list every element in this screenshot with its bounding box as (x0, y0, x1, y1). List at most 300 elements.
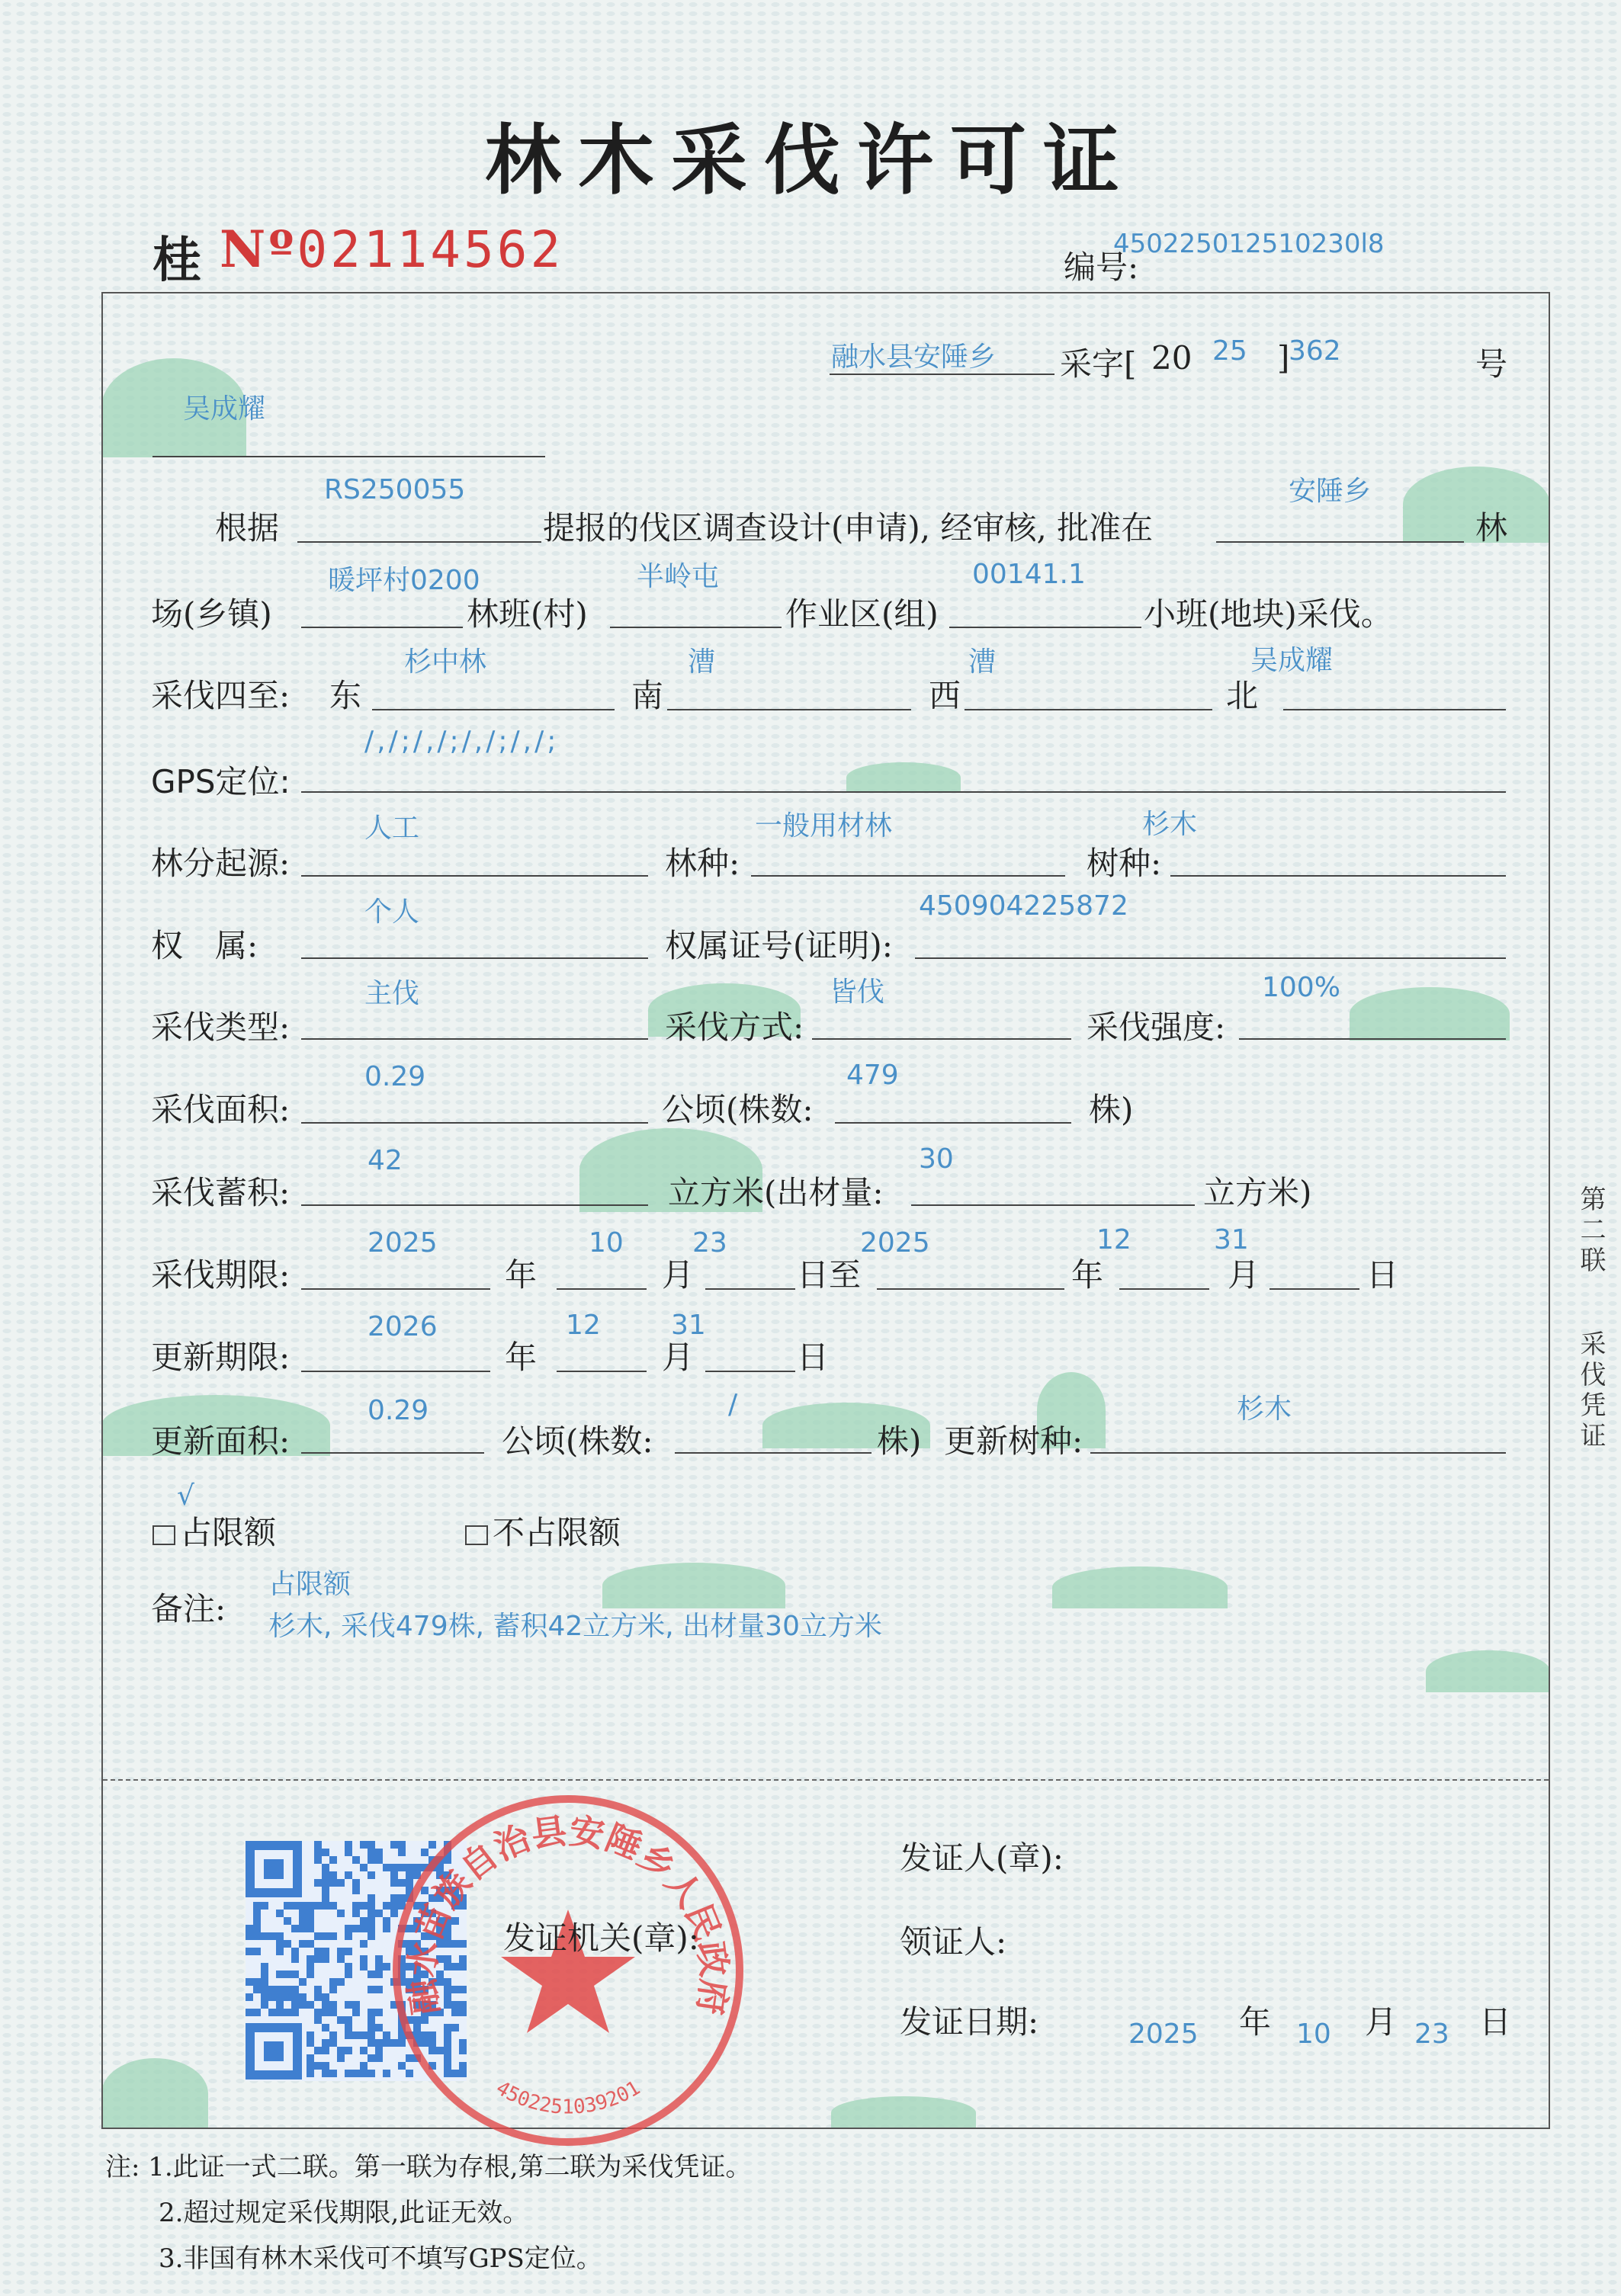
period-day-to: 日至 (797, 1256, 862, 1294)
qr-module (291, 1955, 299, 1963)
issue-date-label: 发证日期: (900, 2003, 1039, 2041)
cutting-method-label: 采伐方式: (665, 1009, 804, 1046)
qr-module (352, 1856, 360, 1864)
qr-module (276, 1948, 284, 1955)
qr-module (307, 2062, 314, 2070)
qr-module (314, 1955, 322, 1963)
qr-module (337, 1955, 345, 1963)
serial-value: 02114562 (297, 220, 564, 279)
south-label: 南 (631, 677, 664, 714)
remarks-line-1: 占限额 (268, 1569, 351, 1600)
qr-module (253, 2009, 261, 2016)
qr-module (322, 1932, 329, 1940)
receiver-label: 领证人: (900, 1923, 1007, 1961)
qr-module (345, 2047, 352, 2054)
qr-module (352, 1879, 360, 1887)
qr-module (329, 1879, 337, 1887)
species-value: 杉木 (1142, 809, 1198, 840)
qr-module (307, 1910, 314, 1917)
qr-module (368, 1841, 375, 1849)
ownership-value: 个人 (364, 896, 420, 928)
qr-module (360, 1917, 368, 1925)
qr-module (368, 2024, 375, 2031)
renew-area-unit: 公顷(株数: (502, 1422, 653, 1460)
zone-value: 半岭屯 (637, 561, 720, 592)
qr-module (284, 2009, 291, 2016)
qr-module (314, 2062, 322, 2070)
footnote-2: 2.超过规定采伐期限,此证无效。 (159, 2198, 529, 2228)
qr-module (345, 2024, 352, 2031)
qr-module (314, 1932, 322, 1940)
qr-module (368, 1871, 375, 1879)
qr-module (314, 2047, 322, 2054)
issuer-short: 融水县安陲乡 (831, 342, 997, 373)
qr-module (337, 1948, 345, 1955)
volume-out: 30 (919, 1143, 954, 1175)
qr-module (291, 1948, 299, 1955)
file-number: 362 (1289, 335, 1341, 367)
tear-line (103, 1779, 1549, 1781)
qr-module (375, 2047, 383, 2054)
qr-module (261, 1963, 268, 1971)
qr-module (360, 1955, 368, 1963)
qr-module (368, 2039, 375, 2047)
east-label: 东 (329, 677, 362, 714)
area-unit: 公顷(株数: (662, 1091, 814, 1128)
village-value: 暖坪村0200 (328, 565, 480, 596)
cutting-intensity-value: 100% (1262, 972, 1340, 1003)
cutting-type-label: 采伐类型: (151, 1009, 290, 1046)
renew-period-label: 更新期限: (151, 1339, 290, 1376)
issuing-authority-label: 发证机关(章): (503, 1919, 699, 1957)
file-year-suffix: 25 (1212, 335, 1247, 367)
qr-module (368, 1925, 375, 1932)
quota-in-checkbox[interactable] (152, 1525, 175, 1545)
qr-module (307, 2054, 314, 2062)
qr-module (276, 1986, 284, 1993)
renew-month: 12 (566, 1310, 601, 1341)
qr-module (291, 1971, 299, 1978)
period-year-2: 年 (1071, 1256, 1104, 1294)
design-number: RS250055 (324, 474, 466, 505)
number-mark: Nº (220, 220, 297, 279)
qr-module (345, 1971, 352, 1978)
qr-module (322, 1993, 329, 2001)
origin-label: 林分起源: (151, 845, 290, 882)
qr-module (299, 1910, 307, 1917)
quota-out-checkbox[interactable] (465, 1525, 488, 1545)
qr-module (360, 1902, 368, 1910)
qr-module (322, 2001, 329, 2009)
qr-module (276, 1910, 284, 1917)
period-month-2: 月 (1228, 1256, 1260, 1294)
qr-module (307, 2070, 314, 2077)
qr-module (322, 2070, 329, 2077)
qr-module (368, 2016, 375, 2024)
document-title: 林木采伐许可证 (485, 115, 1136, 205)
species-label: 树种: (1087, 845, 1162, 882)
qr-module (375, 1971, 383, 1978)
qr-module (268, 1993, 276, 2001)
period-year-1: 年 (505, 1256, 538, 1294)
cutting-method-value: 皆伐 (830, 976, 885, 1008)
qr-module (322, 1955, 329, 1963)
qr-module (314, 1849, 322, 1856)
renew-day: 31 (671, 1310, 706, 1341)
qr-module (360, 1841, 368, 1849)
qr-module (368, 2009, 375, 2016)
qr-module (345, 2031, 352, 2039)
qr-module (314, 1879, 322, 1887)
quota-in-label: 占限额 (180, 1514, 277, 1551)
renew-month-label: 月 (662, 1339, 695, 1376)
qr-module (329, 2070, 337, 2077)
township-label: 场(乡镇) (151, 595, 272, 633)
ownership-cert-value: 450904225872 (919, 890, 1128, 922)
qr-module (253, 1978, 261, 1986)
qr-module (368, 1849, 375, 1856)
qr-module (299, 1993, 307, 2001)
qr-module (345, 1925, 352, 1932)
qr-module (368, 2031, 375, 2039)
qr-module (360, 2031, 368, 2039)
qr-module (307, 2039, 314, 2047)
area-value: 0.29 (364, 1061, 426, 1092)
volume-unit: 立方米(出材量: (668, 1174, 884, 1211)
qr-module (276, 1993, 284, 2001)
qr-module (307, 2001, 314, 2009)
qr-module (345, 2001, 352, 2009)
remarks-label: 备注: (151, 1590, 226, 1627)
qr-module (314, 2016, 322, 2024)
forest-farm: 安陲乡 (1289, 476, 1372, 507)
qr-module (322, 1864, 329, 1871)
renew-year: 2026 (368, 1311, 438, 1342)
qr-module (284, 1993, 291, 2001)
qr-module (329, 1986, 337, 1993)
qr-module (337, 1978, 345, 1986)
qr-module (368, 1894, 375, 1902)
file-year-prefix: 20 (1151, 339, 1192, 377)
issue-month: 10 (1296, 2019, 1331, 2050)
qr-module (253, 1910, 261, 1917)
file-label: 采字[ (1060, 345, 1137, 383)
quota-out-label: 不占限额 (493, 1514, 621, 1551)
qr-module (276, 1940, 284, 1948)
forest-type-label: 林种: (665, 845, 740, 882)
qr-module (322, 1871, 329, 1879)
period-label: 采伐期限: (151, 1256, 290, 1294)
qr-module (291, 1902, 299, 1910)
quota-out-option[interactable] (465, 1508, 621, 1554)
qr-module (307, 1925, 314, 1932)
copy-number: 第二联 (1575, 1185, 1606, 1277)
qr-module (299, 1925, 307, 1932)
qr-module (368, 1910, 375, 1917)
qr-module (345, 1948, 352, 1955)
period-end-year: 2025 (860, 1227, 930, 1259)
plot-value: 00141.1 (972, 559, 1086, 590)
qr-module (345, 2070, 352, 2077)
qr-module (360, 1940, 368, 1948)
qr-module (352, 2009, 360, 2016)
qr-module (375, 1963, 383, 1971)
qr-module (337, 1879, 345, 1887)
qr-module (329, 1902, 337, 1910)
origin-value: 人工 (364, 813, 420, 844)
svg-text:4502251039201 (492, 2076, 644, 2118)
file-suffix: 号 (1475, 345, 1508, 383)
qr-module (337, 1910, 345, 1917)
qr-module (329, 1856, 337, 1864)
east-value: 杉中林 (404, 646, 487, 678)
period-start-month: 10 (589, 1227, 624, 1259)
qr-module (375, 1955, 383, 1963)
qr-module (299, 2001, 307, 2009)
area-count-unit: 株) (1089, 1091, 1134, 1128)
qr-module (329, 1932, 337, 1940)
qr-module (360, 1963, 368, 1971)
renew-area-count-unit: 株) (877, 1422, 922, 1460)
qr-module (276, 2001, 284, 2009)
qr-module (360, 2070, 368, 2077)
qr-module (329, 1978, 337, 1986)
basis-text: 提报的伐区调查设计(申请), 经审核, 批准在 (543, 509, 1154, 547)
qr-module (284, 1971, 291, 1978)
qr-module (360, 1864, 368, 1871)
west-value: 漕 (968, 646, 997, 678)
issue-month-label: 月 (1365, 2003, 1398, 2041)
quota-check-mark: √ (177, 1480, 194, 1512)
period-end-day: 31 (1214, 1224, 1249, 1255)
qr-module (368, 1917, 375, 1925)
forest-class-label: 林班(村) (467, 595, 588, 633)
area-count: 479 (846, 1060, 899, 1091)
qr-module (314, 1856, 322, 1864)
west-label: 西 (929, 677, 961, 714)
renew-species-value: 杉木 (1237, 1393, 1292, 1425)
qr-module (375, 2039, 383, 2047)
qr-module (352, 2070, 360, 2077)
qr-module (314, 1993, 322, 2001)
file-bracket: ] (1277, 339, 1290, 377)
qr-module (299, 1940, 307, 1948)
qr-module (368, 1986, 375, 1993)
qr-module (261, 1971, 268, 1978)
footnote-3: 3.非国有林木采伐可不填写GPS定位。 (159, 2243, 602, 2274)
qr-module (268, 2009, 276, 2016)
cutting-type-value: 主伐 (364, 978, 420, 1009)
qr-module (261, 1986, 268, 1993)
period-start-day: 23 (692, 1227, 727, 1259)
qr-module (375, 1910, 383, 1917)
qr-module (253, 1902, 261, 1910)
qr-module (291, 2009, 299, 2016)
qr-module (368, 2054, 375, 2062)
qr-module (352, 1887, 360, 1894)
renew-area-label: 更新面积: (151, 1422, 290, 1460)
applicant-name: 吴成耀 (183, 393, 266, 425)
qr-module (253, 1986, 261, 1993)
qr-module (375, 1856, 383, 1864)
renew-species-label: 更新树种: (944, 1422, 1083, 1460)
quota-in-option[interactable] (152, 1508, 276, 1554)
qr-module (246, 1978, 253, 1986)
qr-module (246, 2009, 253, 2016)
qr-module (314, 1986, 322, 1993)
qr-module (246, 1993, 253, 2001)
qr-module (322, 1879, 329, 1887)
qr-module (352, 1902, 360, 1910)
official-seal (385, 1788, 751, 2153)
qr-module (314, 1948, 322, 1955)
qr-module (284, 1940, 291, 1948)
qr-module (322, 1849, 329, 1856)
basis-label: 根据 (215, 509, 280, 547)
zone-label: 作业区(组) (785, 595, 939, 633)
code-label: 编号: (1064, 249, 1139, 286)
seal-text: 融水苗族自治县安陲乡人民政府 (400, 1810, 736, 2018)
qr-module (261, 1932, 268, 1940)
qr-module (291, 2001, 299, 2009)
qr-module (299, 1917, 307, 1925)
qr-module (246, 1932, 253, 1940)
qr-module (352, 1925, 360, 1932)
qr-module (268, 1932, 276, 1940)
footnote-1: 注: 1.此证一式二联。第一联为存根,第二联为采伐凭证。 (105, 2152, 752, 2182)
bounds-label: 采伐四至: (151, 677, 290, 714)
qr-module (368, 1932, 375, 1940)
qr-module (322, 1902, 329, 1910)
seal-code: 4502251039201 (492, 2076, 644, 2119)
qr-module (345, 2016, 352, 2024)
qr-module (284, 1902, 291, 1910)
qr-module (314, 1902, 322, 1910)
south-value: 漕 (688, 646, 716, 678)
qr-module (314, 2009, 322, 2016)
qr-module (291, 1986, 299, 1993)
north-label: 北 (1226, 677, 1259, 714)
qr-module (291, 1925, 299, 1932)
qr-module (368, 1856, 375, 1864)
qr-module (284, 1917, 291, 1925)
qr-module (307, 1955, 314, 1963)
qr-module (345, 1963, 352, 1971)
qr-module (329, 2009, 337, 2016)
qr-module (352, 2031, 360, 2039)
qr-module (345, 1841, 352, 1849)
serial-number (220, 220, 563, 279)
qr-module (276, 2009, 284, 2016)
qr-module (337, 2016, 345, 2024)
period-month-1: 月 (662, 1256, 695, 1294)
qr-module (246, 1925, 253, 1932)
ownership-cert-label: 权属证号(证明): (665, 927, 893, 964)
code-value: 450225012510230l8 (1113, 229, 1385, 259)
qr-module (329, 2039, 337, 2047)
qr-module (314, 1841, 322, 1849)
qr-module (253, 1917, 261, 1925)
qr-module (307, 1917, 314, 1925)
qr-module (360, 2047, 368, 2054)
qr-module (337, 2047, 345, 2054)
qr-module (284, 1986, 291, 1993)
qr-module (322, 1894, 329, 1902)
renew-area-value: 0.29 (368, 1395, 429, 1426)
forest-type-value: 一般用材林 (755, 810, 893, 842)
period-end-month: 12 (1096, 1224, 1131, 1255)
issue-day-label: 日 (1479, 2003, 1512, 2041)
qr-module (352, 1910, 360, 1917)
qr-module (368, 1902, 375, 1910)
renew-year-label: 年 (505, 1339, 538, 1376)
qr-module (261, 1993, 268, 2001)
qr-module (345, 1849, 352, 1856)
qr-module (322, 2062, 329, 2070)
north-value: 吴成耀 (1250, 645, 1334, 676)
qr-module (268, 1986, 276, 1993)
gps-label: GPS定位: (151, 763, 290, 800)
qr-module (246, 1948, 253, 1955)
qr-module (322, 1948, 329, 1955)
qr-module (375, 2054, 383, 2062)
copy-purpose: 采伐凭证 (1575, 1330, 1606, 1452)
qr-module (322, 2039, 329, 2047)
gps-value: /,/;/,/;/,/;/,/; (364, 726, 560, 757)
qr-module (329, 2001, 337, 2009)
ownership-label: 权 属: (151, 927, 258, 964)
qr-module (253, 1925, 261, 1932)
qr-module (322, 2009, 329, 2016)
qr-module (337, 2054, 345, 2062)
period-start-year: 2025 (368, 1227, 438, 1259)
qr-module (345, 1932, 352, 1940)
qr-module (307, 2031, 314, 2039)
qr-module (322, 2047, 329, 2054)
qr-module (261, 1902, 268, 1910)
region-prefix: 桂 (152, 232, 201, 289)
qr-module (375, 1849, 383, 1856)
qr-module (299, 1978, 307, 1986)
volume-out-unit: 立方米) (1203, 1174, 1312, 1211)
volume-value: 42 (368, 1145, 403, 1176)
issue-day: 23 (1414, 2019, 1449, 2050)
renew-day-label: 日 (797, 1339, 830, 1376)
qr-module (253, 1932, 261, 1940)
qr-module (329, 2031, 337, 2039)
qr-module (276, 1971, 284, 1978)
period-day: 日 (1366, 1256, 1399, 1294)
qr-module (375, 2024, 383, 2031)
plot-label: 小班(地块)采伐。 (1144, 595, 1393, 633)
qr-module (322, 2024, 329, 2031)
qr-module (368, 1971, 375, 1978)
issue-year-label: 年 (1239, 2003, 1272, 2041)
qr-module (291, 1993, 299, 2001)
qr-module (307, 1902, 314, 1910)
cutting-intensity-label: 采伐强度: (1087, 1009, 1226, 1046)
qr-module (307, 1971, 314, 1978)
qr-module (276, 1932, 284, 1940)
qr-module (261, 2001, 268, 2009)
qr-module (352, 2001, 360, 2009)
area-label: 采伐面积: (151, 1091, 290, 1128)
qr-module (299, 1902, 307, 1910)
qr-module (329, 1871, 337, 1879)
qr-module (360, 2062, 368, 2070)
issue-year: 2025 (1128, 2019, 1199, 2050)
renew-area-count: / (728, 1389, 738, 1420)
